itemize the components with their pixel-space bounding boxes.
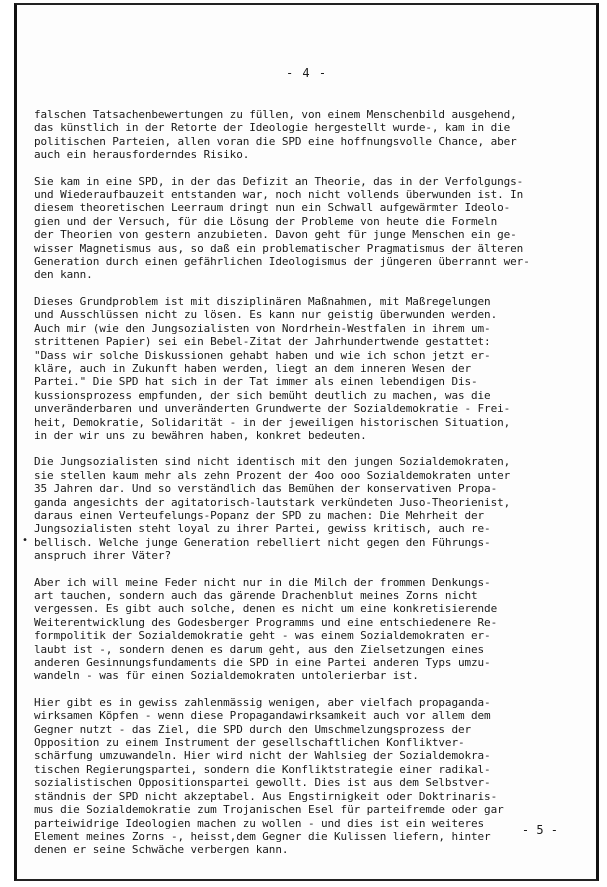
- text-line: Partei." Die SPD hat sich in der Tat immer als einen lebendigen Dis-: [34, 375, 478, 389]
- text-line: in der wir uns zu bewähren haben, konkret bedeuten.: [34, 428, 367, 442]
- text-line: diesem theoretischen Leerraum dringt nun ein Schwall aufgewärmter Ideolo-: [34, 201, 511, 215]
- text-line: den kann.: [34, 268, 93, 282]
- text-line: wandeln - was für einen Sozialdemokraten untolerierbar ist.: [34, 669, 419, 683]
- paragraph-3: [34, 295, 590, 442]
- text-line: vergessen. Es gibt auch solche, denen es nicht um eine konkretisierende: [34, 602, 498, 616]
- text-line: Gegner nutzt - das Ziel, die SPD durch den Umschmelzungsprozess der: [34, 722, 472, 736]
- text-line: unveränderbaren und unveränderten Grundwerte der Sozialdemokratie - Frei-: [34, 402, 511, 416]
- text-line: heit, Demokratie, Solidarität - in der jeweiligen historischen Situation,: [34, 415, 511, 429]
- text-line: ständnis der SPD nicht akzeptabel. Aus Engstirnigkeit oder Doktrinaris-: [34, 789, 498, 803]
- text-line: daraus einen Verteufelungs-Popanz der SPD zu machen: Die Mehrheit der: [34, 508, 485, 522]
- text-line: anspruch ihrer Väter?: [34, 549, 171, 563]
- text-line: anderen Gesinnungsfundaments die SPD in eine Partei anderen Typs umzu-: [34, 656, 491, 670]
- paragraph-2: [34, 175, 590, 282]
- text-line: ganda angesichts der agitatorisch-lautstark verkündeten Juso-Theorienist,: [34, 495, 511, 509]
- text-line: und Wiederaufbauzeit entstanden war, noch nicht vollends überwunden ist. In: [34, 188, 524, 202]
- text-line: kussionsprozess empfunden, der sich bemüht deutlich zu machen, was die: [34, 388, 491, 402]
- text-line: gien und der Versuch, für die Lösung der Probleme von heute die Formeln: [34, 214, 498, 228]
- text-line: art tauchen, sondern auch das gärende Drachenblut meines Zorns nicht: [34, 589, 478, 602]
- text-line: sozialistischen Oppositionspartei gewollt. Dies ist aus dem Selbstver-: [34, 776, 491, 790]
- text-line: Element meines Zorns -, heisst,dem Gegner die Kulissen liefern, hinter: [34, 829, 491, 843]
- text-line: kläre, auch in Zukunft haben werden, liegt an dem inneren Wesen der: [34, 361, 472, 375]
- text-line: Generation durch einen gefährlichen Ideologismus der jüngeren überrannt wer-: [34, 255, 530, 269]
- text-line: formpolitik der Sozialdemokratie geht - was einem Sozialdemokraten er-: [34, 629, 491, 643]
- text-line: laubt ist -, sondern denen es darum geht, aus den Zielsetzungen eines: [34, 642, 485, 656]
- text-line: Die Jungsozialisten sind nicht identisch mit den jungen Sozialdemokraten,: [34, 455, 511, 469]
- body-text: [34, 108, 590, 870]
- next-page-marker: - 5 -: [521, 823, 558, 837]
- text-line: parteiwidrige Ideologien machen zu wollen - und dies ist ein weiteres: [34, 816, 485, 830]
- document-page: [14, 3, 599, 881]
- text-line: Jungsozialisten steht loyal zu ihrer Partei, gewiss kritisch, auch re-: [34, 522, 491, 536]
- text-line: politischen Parteien, allen voran die SPD eine hoffnungsvolle Chance, aber: [34, 134, 517, 148]
- text-line: Dieses Grundproblem ist mit disziplinären Maßnahmen, mit Maßregelungen: [34, 294, 491, 308]
- text-line: bellisch. Welche junge Generation rebelliert nicht gegen den Führungs-: [34, 535, 491, 549]
- margin-dot: •: [22, 535, 29, 546]
- text-line: mus die Sozialdemokratie zum Trojanischen Esel für parteifremde oder gar: [34, 803, 504, 817]
- paragraph-6: [34, 696, 590, 857]
- text-line: wisser Magnetismus aus, so daß ein problematischer Pragmatismus der älteren: [34, 241, 524, 255]
- text-line: denen er seine Schwäche verbergen kann.: [34, 843, 289, 857]
- text-line: wirksamen Köpfen - wenn diese Propagandawirksamkeit auch vor allem dem: [34, 709, 491, 723]
- text-line: falschen Tatsachenbewertungen zu füllen, von einem Menschenbild ausgehend,: [34, 108, 517, 121]
- text-line: 35 Jahren dar. Und so verständlich das Bemühen der konservativen Propa-: [34, 482, 498, 496]
- text-line: Opposition zu einem Instrument der gesellschaftlichen Konfliktver-: [34, 736, 465, 750]
- paragraph-4: [34, 455, 590, 562]
- text-line: das künstlich in der Retorte der Ideologie hergestellt wurde-, kam in die: [34, 121, 511, 135]
- text-line: sie stellen kaum mehr als zehn Prozent der 4oo ooo Sozialdemokraten unter: [34, 468, 511, 482]
- text-line: auch ein herausforderndes Risiko.: [34, 148, 250, 162]
- text-line: tischen Regierungspartei, sondern die Konfliktstrategie einer radikal-: [34, 762, 491, 776]
- text-line: schärfung umzuwandeln. Hier wird nicht der Wahlsieg der Sozialdemokra-: [34, 749, 491, 763]
- text-line: Sie kam in eine SPD, in der das Defizit an Theorie, das in der Verfolgungs-: [34, 174, 524, 188]
- text-line: Aber ich will meine Feder nicht nur in die Milch der frommen Denkungs-: [34, 575, 491, 589]
- text-line: strittenen Papier) sei ein Bebel-Zitat der Jahrhundertwende gestattet:: [34, 335, 491, 349]
- text-line: "Dass wir solche Diskussionen gehabt haben und wie ich schon jetzt er-: [34, 348, 491, 362]
- text-line: Weiterentwicklung des Godesberger Programms und eine entschiedenere Re-: [34, 615, 498, 629]
- text-line: Auch mir (wie den Jungsozialisten von Nordrhein-Westfalen in ihrem um-: [34, 321, 491, 335]
- text-line: der Theorien von gestern anzubieten. Davon geht für junge Menschen ein ge-: [34, 228, 517, 242]
- text-line: und Ausschlüssen nicht zu lösen. Es kann nur geistig überwunden werden.: [34, 308, 498, 322]
- paragraph-1: [34, 108, 590, 162]
- paragraph-5: [34, 576, 590, 683]
- page-number: - 4 -: [285, 66, 328, 80]
- text-line: Hier gibt es in gewiss zahlenmässig wenigen, aber vielfach propaganda-: [34, 695, 491, 709]
